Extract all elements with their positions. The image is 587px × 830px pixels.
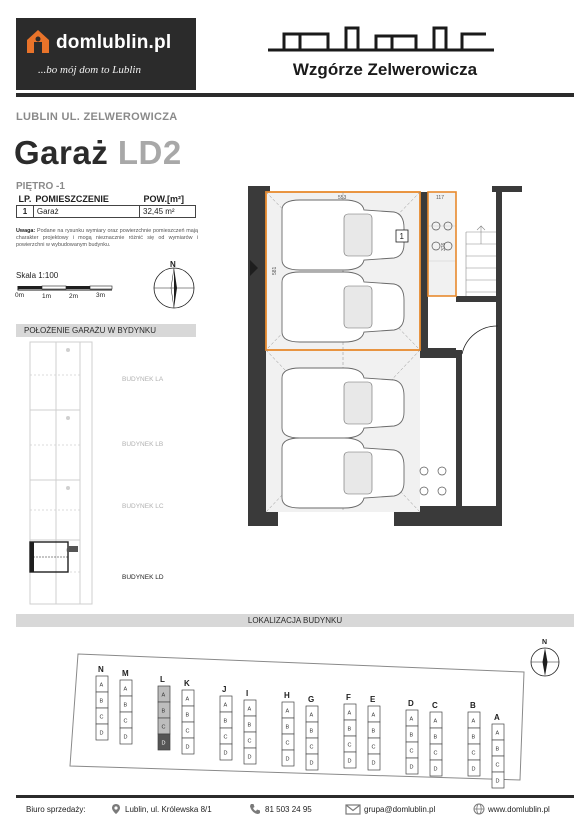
location-unit-label: A [223, 702, 228, 709]
location-unit-label: C [247, 738, 252, 745]
location-unit-label: B [371, 728, 376, 735]
location-unit-label: D [347, 758, 352, 765]
title-code: LD2 [117, 134, 182, 171]
location-building-label: H [284, 691, 290, 700]
floor-label: PIĘTRO -1 [16, 181, 65, 192]
scale-tick-0: 0m [15, 292, 25, 299]
location-building-label: K [184, 679, 190, 688]
north-arrow-icon [149, 258, 199, 310]
row-lp: 1 [17, 206, 34, 218]
location-unit-label: A [433, 718, 438, 725]
property-address: LUBLIN UL. ZELWEROWICZA [16, 111, 178, 123]
location-unit-label: D [371, 760, 376, 767]
location-building-label: G [308, 695, 315, 704]
location-building-label: D [408, 699, 414, 708]
location-unit-label: D [433, 766, 438, 773]
location-unit-label: C [433, 750, 438, 757]
location-building-label: A [494, 713, 500, 722]
house-icon [26, 28, 50, 54]
location-unit-label: C [99, 714, 104, 721]
building-label-lc: BUDYNEK LC [122, 503, 164, 510]
location-building-label: F [346, 693, 351, 702]
location-unit-label: D [409, 764, 414, 771]
location-unit-label: B [161, 708, 166, 715]
north-arrow-icon [527, 636, 563, 680]
location-building-label: J [222, 685, 227, 694]
note-label: Uwaga: [16, 228, 36, 234]
row-room-name: Garaż [33, 206, 139, 218]
title-main: Garaż [14, 134, 109, 171]
footer-divider [16, 795, 574, 798]
globe-icon [473, 803, 485, 815]
location-unit-label: C [495, 762, 500, 769]
location-unit-label: C [285, 740, 290, 747]
logo-tagline: ...bo mój dom to Lublin [38, 64, 141, 76]
rooms-table-header [17, 193, 196, 206]
location-unit-label: D [309, 760, 314, 767]
location-unit-label: D [161, 740, 166, 747]
location-unit-label: A [123, 686, 128, 693]
location-unit-label: A [185, 696, 190, 703]
footer-label: Biuro sprzedaży: [26, 805, 86, 814]
location-unit-label: A [285, 708, 290, 715]
location-unit-label: D [223, 750, 228, 757]
location-unit-label: B [99, 698, 104, 705]
location-unit-label: C [347, 742, 352, 749]
col-room: POMIESZCZENIE [35, 194, 109, 204]
location-unit-label: D [285, 756, 290, 763]
location-unit-label: D [185, 744, 190, 751]
dim-side: 376 [441, 242, 447, 251]
scale-label: Skala 1:100 [16, 271, 59, 280]
location-unit-label: C [185, 728, 190, 735]
footer-phone-link[interactable]: 81 503 24 95 [265, 805, 312, 814]
north-label: N [170, 260, 176, 269]
table-row [17, 206, 196, 218]
logo-name: domlublin.pl [56, 32, 172, 53]
col-lp: LP. [18, 194, 32, 204]
location-unit-label: C [409, 748, 414, 755]
location-unit-label: B [309, 728, 314, 735]
location-unit-label: D [123, 734, 128, 741]
location-building-label: L [160, 675, 165, 684]
header-divider [16, 93, 574, 97]
location-unit-label: B [185, 712, 190, 719]
location-unit-label: C [309, 744, 314, 751]
brand-skyline-logo [266, 24, 498, 56]
location-site-map [68, 640, 524, 785]
location-unit-label: C [223, 734, 228, 741]
location-unit-label: D [247, 754, 252, 761]
location-unit-label: B [285, 724, 290, 731]
brand-name: Wzgórze Zelwerowicza [292, 60, 478, 79]
building-label-lb: BUDYNEK LB [122, 441, 164, 448]
location-unit-label: A [409, 716, 414, 723]
location-building-label: B [470, 701, 476, 710]
location-building-label: M [122, 669, 129, 678]
location-building-label: C [432, 701, 438, 710]
garage-floor-plan [244, 186, 530, 526]
location-unit-label: A [99, 682, 104, 689]
location-pin-icon [110, 803, 122, 815]
location-unit-label: B [433, 734, 438, 741]
position-section-title: POŁOŻENIE GARAŻU W BYDYNKU [16, 324, 196, 337]
location-unit-label: C [161, 724, 166, 731]
location-unit-label: A [471, 718, 476, 725]
scale-tick-3: 3m [96, 292, 106, 299]
location-unit-label: D [471, 766, 476, 773]
rooms-table [16, 193, 196, 218]
dim-small: 117 [436, 195, 444, 201]
location-unit-label: B [495, 746, 500, 753]
dim-width: 553 [338, 195, 347, 201]
row-area: 32,45 m² [140, 206, 196, 218]
location-unit-label: B [347, 726, 352, 733]
email-icon [345, 803, 361, 815]
page-title [14, 134, 182, 172]
location-unit-label: B [471, 734, 476, 741]
location-building-label: E [370, 695, 376, 704]
scale-tick-2: 2m [69, 293, 79, 300]
scale-tick-1: 1m [42, 293, 52, 300]
location-unit-label: C [371, 744, 376, 751]
location-unit-label: A [495, 730, 500, 737]
footer-email-link[interactable]: grupa@domlublin.pl [364, 805, 436, 814]
phone-icon [249, 803, 261, 815]
company-logo [16, 18, 196, 90]
location-unit-label: B [247, 722, 252, 729]
location-unit-label: D [495, 778, 500, 785]
location-unit-label: A [371, 712, 376, 719]
location-building-label: N [98, 665, 104, 674]
location-unit-label: A [347, 710, 352, 717]
note-text: Podane na rysunku wymiary oraz powierzchnie pomieszczeń mają charakter projektowy i mogą nieznacznie różnić się od wymiarów i powierzchni w wybudowanym budynku. [16, 228, 198, 248]
location-unit-label: C [123, 718, 128, 725]
footer-website-link[interactable]: www.domlublin.pl [488, 805, 550, 814]
col-area: POW.[m²] [143, 194, 184, 204]
footer-address: Lublin, ul. Królewska 8/1 [125, 805, 212, 814]
location-unit-label: D [99, 730, 104, 737]
dim-height: 581 [272, 266, 278, 275]
room-number: 1 [399, 232, 404, 241]
location-unit-label: A [161, 692, 166, 699]
location-unit-label: C [471, 750, 476, 757]
location-section-title: LOKALIZACJA BUDYNKU [16, 614, 574, 627]
location-building-label: I [246, 689, 249, 698]
location-unit-label: A [309, 712, 314, 719]
location-unit-label: B [409, 732, 414, 739]
building-label-la: BUDYNEK LA [122, 376, 164, 383]
building-label-ld: BUDYNEK LD [122, 574, 164, 581]
location-unit-label: A [247, 706, 252, 713]
building-position-plan [16, 340, 216, 610]
location-unit-label: B [123, 702, 128, 709]
north-label-bottom: N [542, 639, 548, 646]
location-unit-label: B [223, 718, 228, 725]
disclaimer-note [16, 228, 198, 249]
